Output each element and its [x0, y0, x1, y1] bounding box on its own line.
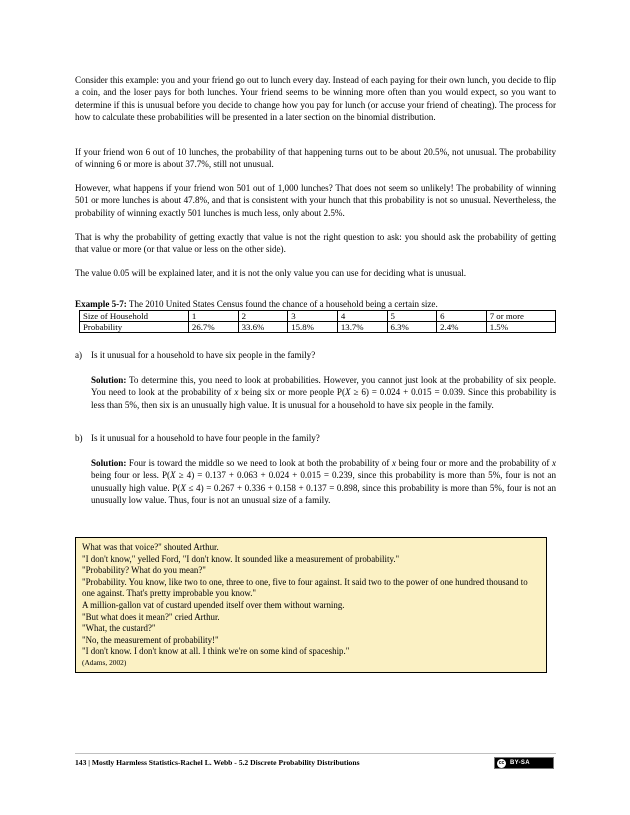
table-cell: 2	[238, 311, 288, 322]
table-cell: 2.4%	[437, 322, 487, 333]
solution-text: ≥ 6) = 0.024 + 0.015 = 0.039. Since this probability is less than 5%, then six is an unusually high value. It is unusual for a household to have six people in the family.	[91, 387, 556, 410]
table-cell: 6.3%	[387, 322, 437, 333]
solution-text: Four is toward the middle so we need to look at both the probability of	[126, 458, 392, 468]
cc-license-badge[interactable]	[494, 757, 554, 769]
solution-label: Solution:	[91, 375, 127, 385]
table-cell: 1	[188, 311, 238, 322]
hitchhikers-quote-box	[75, 537, 547, 673]
paragraph-lunch-example: Consider this example: you and your friend go out to lunch every day. Instead of each paying for their own lunch, you decide to flip a coin, and the loser pays for both lunches. Your friend seems to be winning more often than you would expect, so you want to determine if this is unusual before you decide to change how you pay for lunch (or accuse your friend of cheating). The process for how to calculate these probabilities will be presented in a later section on the binomial distribution.	[75, 75, 556, 123]
variable: X	[180, 482, 186, 493]
solution-text: ≤ 4) = 0.267 + 0.336 + 0.158 + 0.137 = 0.898, since this probability is more than 5%, four is not an unusually low value. Thus, four is not an unusual size of a family.	[91, 482, 556, 506]
solution-text: ≥ 4) = 0.137 + 0.063 + 0.024 + 0.015 = 0.239, since this probability is more than 5%, four is not an unusually high value. P(	[91, 470, 556, 493]
table-cell: 3	[288, 311, 338, 322]
quote-line: "No, the measurement of probability!"	[82, 634, 219, 645]
example-label: Example 5-7:	[75, 299, 127, 309]
question-a-text: Is it unusual for a household to have six people in the family?	[91, 350, 316, 360]
variable: X	[170, 470, 176, 481]
example-heading	[75, 298, 556, 310]
footer-divider	[75, 753, 556, 754]
table-cell: Probability	[80, 322, 189, 333]
table-cell: 26.7%	[188, 322, 238, 333]
example-5-7	[75, 298, 556, 333]
variable: x	[234, 387, 239, 398]
solution-label: Solution:	[91, 458, 127, 468]
variable: x	[551, 458, 557, 468]
table-cell: 5	[387, 311, 437, 322]
paragraph-right-question: That is why the probability of getting exactly that value is not the right question to ask: you should ask the probability of getting that value or more (or that value or less on the other side).	[75, 232, 556, 255]
household-probability-table	[79, 310, 556, 333]
solution-text: To determine this, you need to look at probabilities. However, you cannot just look at the probability of six people. You need to look at the probability of	[91, 375, 556, 398]
table-cell: 1.5%	[486, 322, 555, 333]
quote-citation: (Adams, 2002)	[82, 657, 127, 667]
table-cell: 6	[437, 311, 487, 322]
question-b-label: b)	[75, 433, 83, 443]
quote-line: "I don't know," yelled Ford, "I don't know. It sounded like a measurement of probability."	[82, 553, 400, 564]
quote-line: What was that voice?" shouted Arthur.	[82, 542, 219, 552]
quote-line: A million-gallon vat of custard upended itself over them without warning.	[82, 599, 345, 610]
quote-line: "What, the custard?"	[82, 623, 156, 634]
variable: X	[345, 387, 351, 398]
table-cell: 15.8%	[288, 322, 338, 333]
license-label: BY-SA	[510, 760, 530, 766]
variable: x	[391, 458, 396, 468]
solution-text: being four or less. P(	[91, 470, 171, 481]
quote-line: "But what does it mean?" cried Arthur.	[82, 611, 220, 622]
paragraph-value-005: The value 0.05 will be explained later, and it is not the only value you can use for deciding what is unusual.	[75, 268, 467, 278]
question-b-text: Is it unusual for a household to have four people in the family?	[91, 433, 320, 443]
solution-b	[91, 457, 556, 507]
table-row	[80, 311, 556, 322]
solution-a	[91, 374, 556, 411]
question-a-label: a)	[75, 350, 83, 360]
quote-line: "Probability. You know, like two to one, three to one, five to four against. It said two to the power of one hundred thousand to one against. That's pretty improbable you know."	[82, 576, 528, 599]
quote-line: "Probability? What do you mean?"	[82, 565, 206, 576]
table-cell: 4	[337, 311, 387, 322]
paragraph-six-of-ten: If your friend won 6 out of 10 lunches, the probability of that happening turns out to be about 20.5%, not unusual. The probability of winning 6 or more is about 37.7%, still not unusual.	[75, 147, 556, 170]
footer-page-info: 143 | Mostly Harmless Statistics-Rachel L. Webb - 5.2 Discrete Probability Distributions	[75, 758, 360, 767]
solution-text: being four or more and the probability of	[395, 458, 552, 468]
solution-text: being six or more people P(	[238, 387, 346, 398]
paragraph-501-of-1000: However, what happens if your friend won 501 out of 1,000 lunches? That does not seem so unlikely! The probability of winning 501 or more lunches is about 47.8%, and that is consistent with your hunch that this probability is not so unusual. Nevertheless, the probability of winning exactly 501 lunches is much less, only about 2.5%.	[75, 183, 556, 218]
table-cell: Size of Household	[80, 311, 189, 322]
table-cell: 33.6%	[238, 322, 288, 333]
creative-commons-icon	[497, 759, 506, 768]
cc-icon-label: cc	[498, 760, 505, 766]
table-row	[80, 322, 556, 333]
quote-line: "I don't know. I don't know at all. I think we're on some kind of spaceship."	[82, 646, 350, 657]
example-text: The 2010 United States Census found the chance of a household being a certain size.	[128, 299, 438, 309]
table-cell: 13.7%	[337, 322, 387, 333]
table-cell: 7 or more	[486, 311, 555, 322]
